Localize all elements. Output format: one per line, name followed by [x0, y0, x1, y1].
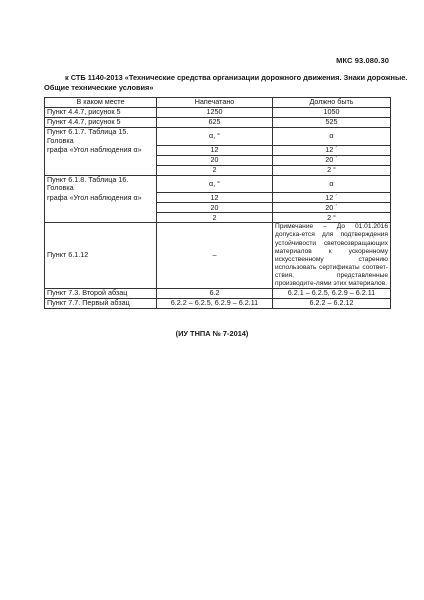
table-row: [45, 175, 391, 193]
cell-should-be: 12 ´: [273, 193, 391, 203]
cell-place: Пункт 7.7. Первый абзац: [45, 299, 157, 309]
cell-should-be: 20 ´: [273, 155, 391, 165]
corrections-table: [44, 97, 391, 309]
table-row: [45, 289, 391, 299]
cell-should-be: 20 ´: [273, 203, 391, 213]
table-row: [45, 299, 391, 309]
cell-printed: 20: [157, 155, 273, 165]
cell-place: Пункт 6.1.7. Таблица 15. Головка: [45, 128, 157, 146]
cell-should-be: 525: [273, 118, 391, 128]
cell-printed: 6.2.2 – 6.2.5, 6.2.9 – 6.2.11: [157, 299, 273, 309]
cell-should-be: 6.2.2 – 6.2.12: [273, 299, 391, 309]
cell-printed: 625: [157, 118, 273, 128]
table-row: [45, 203, 391, 213]
header-printed: Напечатано: [157, 98, 273, 108]
cell-should-be: 2 °: [273, 213, 391, 223]
table-row: [45, 118, 391, 128]
cell-printed: 12: [157, 145, 273, 155]
cell-place: Пункт 7.3. Второй абзац: [45, 289, 157, 299]
table-row: [45, 213, 391, 223]
cell-place: [45, 213, 157, 223]
cell-place: [45, 155, 157, 165]
footer-reference: (ИУ ТНПА № 7-2014): [175, 329, 249, 338]
cell-printed: 6.2: [157, 289, 273, 299]
cell-printed: α, °: [157, 128, 273, 146]
table-row: [45, 108, 391, 118]
cell-should-be: α: [273, 175, 391, 193]
cell-place: Пункт 4.4.7, рисунок 5: [45, 108, 157, 118]
cell-place: Пункт 4.4.7, рисунок 5: [45, 118, 157, 128]
cell-place: графа «Угол наблюдения α»: [45, 145, 157, 155]
mks-code: МКС 93.080.30: [336, 56, 389, 65]
table-row: [45, 223, 391, 289]
cell-place: графа «Угол наблюдения α»: [45, 193, 157, 203]
cell-place: Пункт 6.1.12: [45, 223, 157, 289]
cell-place: Пункт 6.1.8. Таблица 16. Головка: [45, 175, 157, 193]
table-row: [45, 193, 391, 203]
cell-printed: 12: [157, 193, 273, 203]
cell-printed: –: [157, 223, 273, 289]
heading-line-1: к СТБ 1140-2013 «Технические средства организации дорожного движения. Знаки дорожные.: [65, 73, 408, 82]
header-place: В каком месте: [45, 98, 157, 108]
table-row: [45, 165, 391, 175]
cell-printed: 2: [157, 165, 273, 175]
table-row: [45, 145, 391, 155]
cell-printed: 20: [157, 203, 273, 213]
cell-printed: α, °: [157, 175, 273, 193]
table-row: [45, 128, 391, 146]
heading-line-2: Общие технические условия»: [44, 82, 154, 92]
cell-should-be: α: [273, 128, 391, 146]
cell-should-be-note: Примечание – До 01.01.2016 допуска-ется для подтверждения устойчивости световозвращающих материалов к ускоренному искусственному старению использовать сертификаты соответ-ствия, представленные производите-лями этих материалов.: [273, 223, 391, 289]
document-heading: [44, 73, 408, 92]
cell-should-be: 12 ´: [273, 145, 391, 155]
cell-should-be: 2 °: [273, 165, 391, 175]
cell-printed: 1250: [157, 108, 273, 118]
cell-place: [45, 165, 157, 175]
table-row: [45, 155, 391, 165]
cell-place: [45, 203, 157, 213]
header-should-be: Должно быть: [273, 98, 391, 108]
cell-printed: 2: [157, 213, 273, 223]
table-header-row: [45, 98, 391, 108]
cell-should-be: 1050: [273, 108, 391, 118]
cell-should-be: 6.2.1 – 6.2.5, 6.2.9 – 6.2.11: [273, 289, 391, 299]
